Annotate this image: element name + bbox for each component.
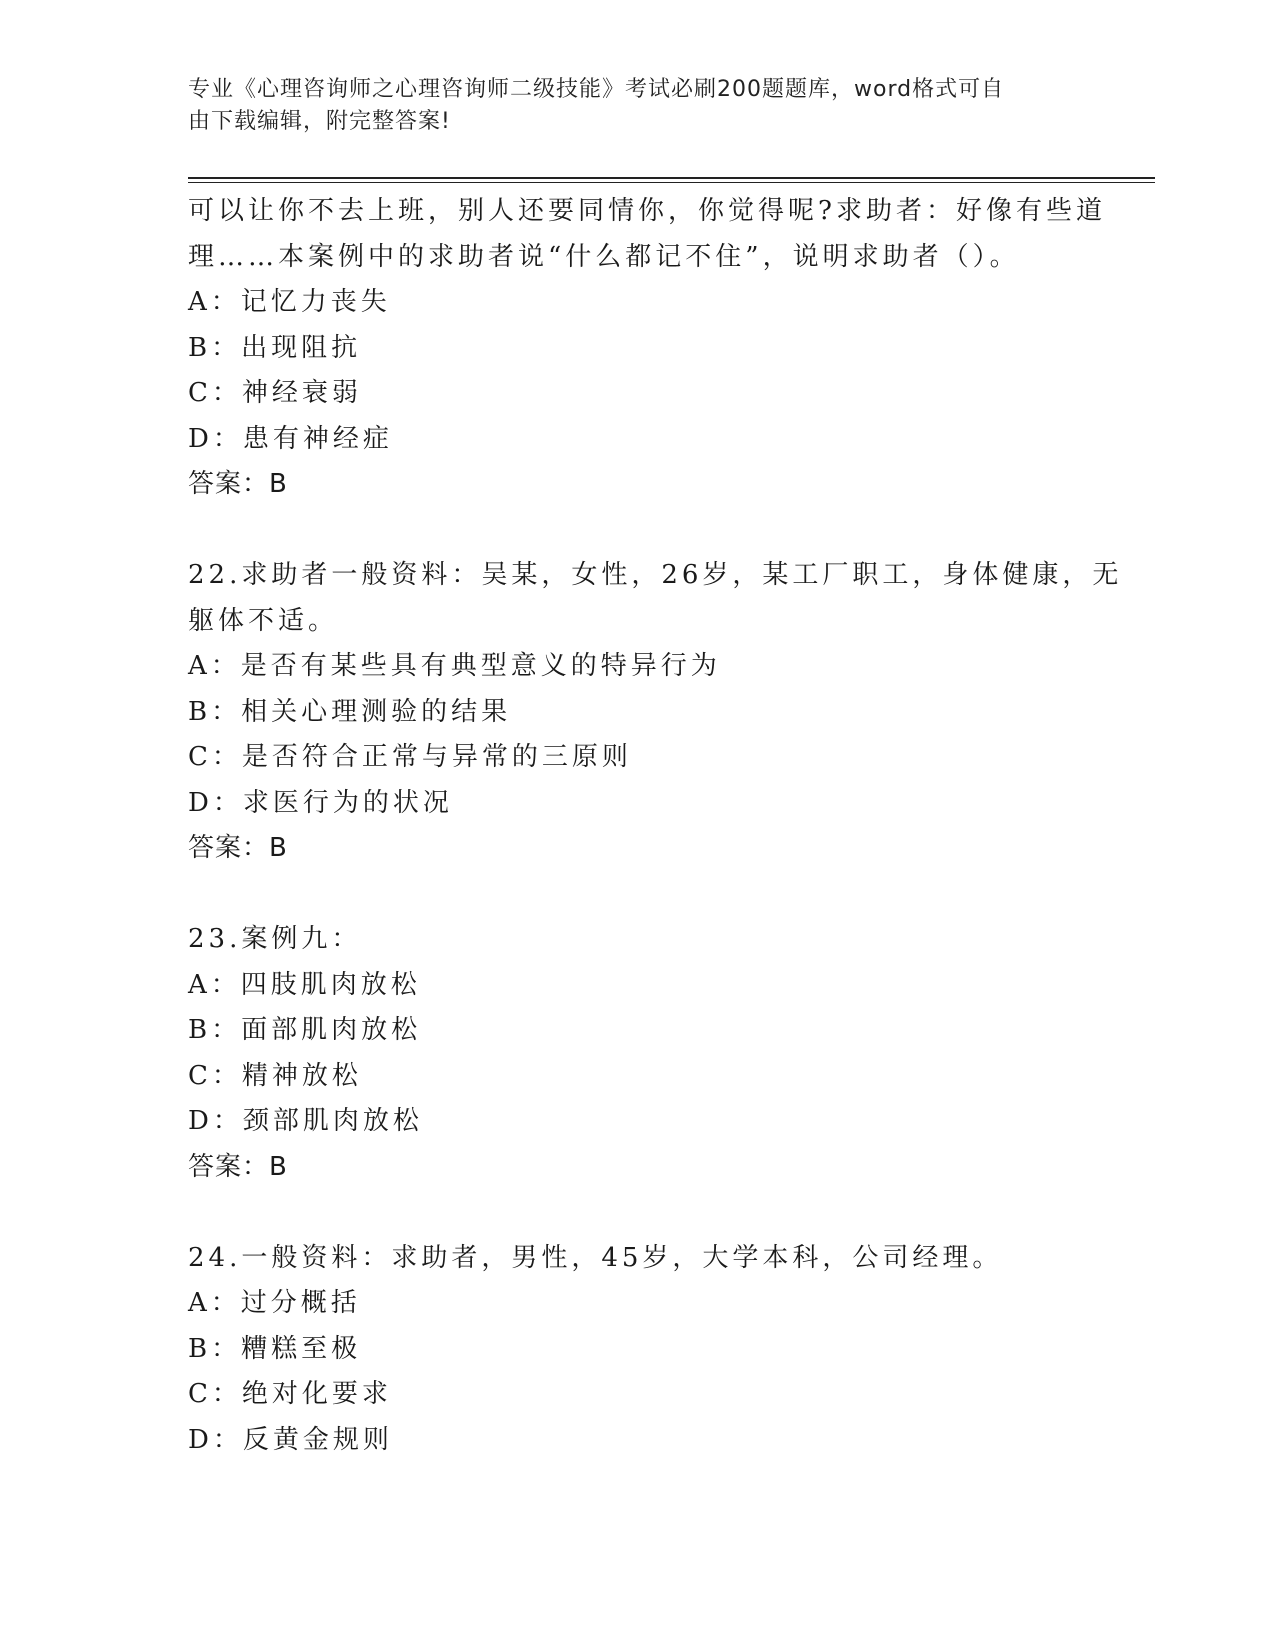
option-b: B：出现阻抗: [188, 332, 362, 363]
option-a: A：是否有某些具有典型意义的特异行为: [188, 651, 721, 681]
question-23: [188, 917, 1088, 1190]
question-stem: 理……本案例中的求助者说“什么都记不住”，说明求助者（）。: [188, 241, 1020, 272]
answer-line: 答案：B: [188, 833, 288, 863]
question-stem: 22.求助者一般资料：吴某，女性，26岁，某工厂职工，身体健康，无: [188, 560, 1123, 590]
answer-line: 答案：B: [188, 469, 288, 499]
spacer: [188, 508, 1088, 554]
option-d: D：反黄金规则: [188, 1424, 393, 1455]
question-stem: 23.案例九：: [188, 924, 362, 954]
option-d: D：颈部肌肉放松: [188, 1106, 423, 1136]
option-a: A：过分概括: [188, 1288, 361, 1318]
option-b: B：相关心理测验的结果: [188, 696, 512, 727]
spacer: [188, 872, 1088, 918]
header-divider-thick: [188, 177, 1155, 179]
option-c: C：精神放松: [188, 1060, 362, 1091]
page-header: [188, 74, 1068, 138]
option-c: C：绝对化要求: [188, 1379, 392, 1409]
option-a: A：四肢肌肉放松: [188, 969, 421, 1000]
header-line-2: 由下载编辑，附完整答案!: [188, 109, 451, 134]
question-22: [188, 553, 1123, 872]
option-c: C：是否符合正常与异常的三原则: [188, 742, 632, 772]
question-stem: 可以让你不去上班，别人还要同情你，你觉得呢?求助者：好像有些道: [188, 196, 1106, 226]
question-21: [188, 189, 1106, 508]
option-b: B：面部肌肉放松: [188, 1015, 422, 1045]
header-line-1: 专业《心理咨询师之心理咨询师二级技能》考试必刷200题题库，word格式可自: [188, 77, 1005, 102]
option-b: B：糟糕至极: [188, 1333, 362, 1364]
option-c: C：神经衰弱: [188, 378, 362, 408]
option-a: A：记忆力丧失: [188, 287, 391, 317]
question-stem: 24.一般资料：求助者，男性，45岁，大学本科，公司经理。: [188, 1242, 1003, 1273]
spacer: [188, 1190, 1088, 1236]
option-d: D：患有神经症: [188, 423, 393, 454]
option-d: D：求医行为的状况: [188, 787, 453, 818]
question-list: [188, 189, 1123, 1463]
header-divider-thin: [188, 182, 1155, 183]
question-24: [188, 1236, 1088, 1464]
answer-line: 答案：B: [188, 1151, 288, 1182]
question-stem: 躯体不适。: [188, 605, 339, 636]
